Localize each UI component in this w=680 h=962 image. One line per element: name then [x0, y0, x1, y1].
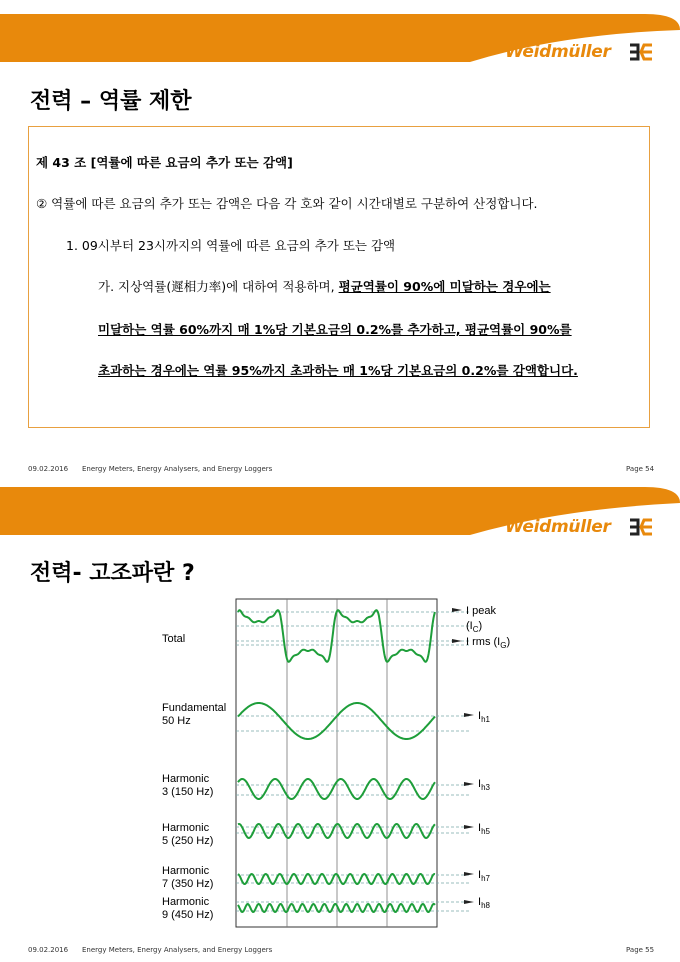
ih3-arrow — [464, 782, 474, 786]
label-ipeak: I peak — [466, 605, 496, 617]
clause-2: ② 역률에 따른 요금의 추가 또는 감액은 다음 각 호와 같이 시간대별로 구분하여 산정합니다. — [36, 196, 538, 211]
slide-55 — [0, 481, 680, 962]
label-harmonic-9: Harmonic 9 (450 Hz) — [162, 896, 214, 921]
total-wave — [238, 610, 435, 662]
harmonic-5-wave — [238, 824, 435, 838]
diagram-frame — [236, 599, 437, 927]
weidmuller-logo: Weidmüller — [505, 517, 611, 537]
harmonics-diagram — [0, 481, 680, 962]
irms-arrow — [452, 639, 462, 643]
label-ih3: $I_{h3}$ — [478, 778, 490, 792]
label-ic: $(I_C)$ — [466, 620, 483, 634]
harmonic-7-wave — [238, 874, 435, 884]
fundamental-wave — [238, 703, 435, 739]
item-ga-line3: 초과하는 경우에는 역률 95%까지 초과하는 매 1%당 기본요금의 0.2%를 감액합니다. — [98, 363, 578, 378]
label-ih1: $I_{h1}$ — [478, 710, 490, 724]
label-harmonic-7: Harmonic 7 (350 Hz) — [162, 865, 214, 890]
page-title: 전력- 고조파란 ? — [30, 561, 195, 586]
ipeak-arrow — [452, 608, 462, 612]
ih1-arrow — [464, 713, 474, 717]
label-ih5: $I_{h5}$ — [478, 822, 490, 836]
footer-text: Energy Meters, Energy Analysers, and Energy Loggers — [82, 946, 273, 954]
label-fundamental: Fundamental 50 Hz — [162, 702, 227, 727]
harmonic-3-wave — [238, 779, 435, 799]
weidmuller-logo: Weidmüller — [505, 42, 611, 62]
label-harmonic-3: Harmonic 3 (150 Hz) — [162, 773, 214, 798]
label-ih8: $I_{h8}$ — [478, 896, 490, 910]
page-title: 전력 – 역률 제한 — [30, 89, 192, 114]
item-ga-line2: 미달하는 역률 60%까지 매 1%당 기본요금의 0.2%를 추가하고, 평균역률이 90%를 — [98, 322, 572, 337]
footer-page: Page 54 — [626, 465, 655, 473]
label-irms: I rms $(I_G)$ — [466, 636, 511, 650]
item-1: 1. 09시부터 23시까지의 역률에 따른 요금의 추가 또는 감액 — [66, 238, 396, 253]
article-heading: 제 43 조 [역률에 따른 요금의 추가 또는 감액] — [36, 155, 293, 170]
footer-date: 09.02.2016 — [28, 946, 69, 954]
footer-page: Page 55 — [626, 946, 655, 954]
item-ga — [98, 277, 551, 295]
ih8-arrow — [464, 900, 474, 904]
label-harmonic-5: Harmonic 5 (250 Hz) — [162, 822, 214, 847]
footer-date: 09.02.2016 — [28, 465, 69, 473]
ih5-arrow — [464, 825, 474, 829]
footer-text: Energy Meters, Energy Analysers, and Energy Loggers — [82, 465, 273, 473]
label-total: Total — [162, 633, 186, 645]
item-ga-plain: 가. 지상역률(遲相力率)에 대하여 적용하며, — [98, 279, 339, 294]
item-ga-underlined: 평균역률이 90%에 미달하는 경우에는 — [338, 279, 551, 294]
weidmuller-logo-mark — [628, 42, 654, 62]
label-ih7: $I_{h7}$ — [478, 869, 490, 883]
ih7-arrow — [464, 872, 474, 876]
